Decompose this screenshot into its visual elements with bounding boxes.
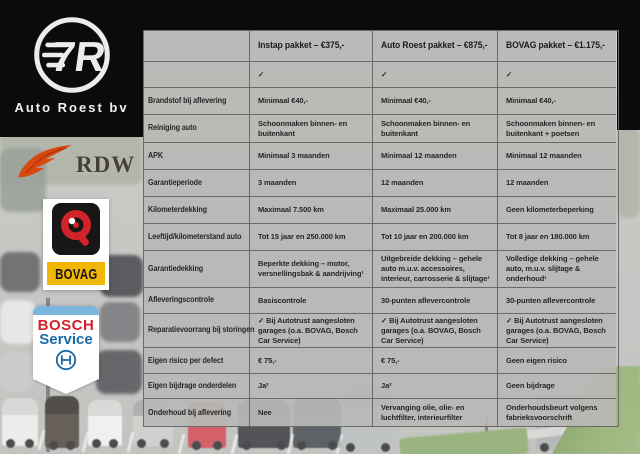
package-comparison-table — [143, 30, 619, 427]
cell-value: ✓ Bij Autotrust aangesloten garages (o.a. BOVAG, Bosch Car Service) — [373, 314, 498, 348]
row-label: Onderhoud bij aflevering — [144, 399, 250, 426]
bovag-logo — [43, 199, 109, 290]
cell-value: ✓ — [250, 62, 373, 88]
cell-value: 30-punten aflevercontrole — [373, 288, 498, 314]
bovag-wordmark: BOVAG — [54, 264, 98, 283]
bosch-blue-strip — [33, 306, 99, 315]
bosch-wordmark: BOSCH — [37, 317, 95, 334]
bosch-card — [33, 306, 99, 379]
bosch-service-wordmark: Service — [39, 331, 93, 348]
svg-text:7R: 7R — [47, 33, 109, 80]
cell-value: Minimaal 12 maanden — [373, 143, 498, 170]
cell-value: Geen bijdrage — [498, 374, 616, 399]
row-label: Eigen bijdrage onderdelen — [144, 374, 250, 399]
cell-value: ✓ — [373, 62, 498, 88]
rdw-logo — [16, 142, 138, 188]
cell-value: Beperkte dekking – motor, versnellingsbak & aandrijving¹ — [250, 251, 373, 288]
auto-roest-monogram-icon — [0, 13, 143, 102]
bovag-emblem-icon — [47, 203, 105, 260]
cell-value: Tot 15 jaar en 250.000 km — [250, 224, 373, 251]
table-row — [144, 88, 618, 115]
row-label: Garantieperiode — [144, 170, 250, 197]
cell-value: ✓ — [498, 62, 616, 88]
cell-value: Maximaal 25.000 km — [373, 197, 498, 224]
cell-value: Volledige dekking – gehele auto, m.u.v. slijtage & onderhoud¹ — [498, 251, 616, 288]
table-row — [144, 314, 618, 348]
column-header-empty — [144, 31, 250, 62]
cell-value: Onderhoudsbeurt volgens fabrieksvoorschrift — [498, 399, 616, 426]
rdw-wordmark: RDW — [76, 152, 136, 177]
row-label — [144, 62, 250, 88]
cell-value: Minimaal €40,- — [250, 88, 373, 115]
cell-value: Schoonmaken binnen- en buitenkant + poetsen — [498, 115, 616, 143]
cell-value: Nee — [250, 399, 373, 426]
cell-value: ✓ Bij Autotrust aangesloten garages (o.a. BOVAG, Bosch Car Service) — [498, 314, 616, 348]
cell-value: 12 maanden — [498, 170, 616, 197]
cell-value: Minimaal 3 maanden — [250, 143, 373, 170]
cell-value: 12 maanden — [373, 170, 498, 197]
cell-value: Minimaal 12 maanden — [498, 143, 616, 170]
row-label: Reparatievoorrang bij storingen — [144, 314, 250, 348]
table-row — [144, 288, 618, 314]
row-label: Leeftijd/kilometerstand auto — [144, 224, 250, 251]
row-label: Reiniging auto — [144, 115, 250, 143]
auto-roest-logo — [0, 0, 143, 137]
row-label: Brandstof bij aflevering — [144, 88, 250, 115]
bosch-armature-icon — [54, 359, 78, 376]
cell-value: Ja² — [373, 374, 498, 399]
table-row — [144, 143, 618, 170]
table-row — [144, 374, 618, 399]
cell-value: Minimaal €40,- — [373, 88, 498, 115]
cell-value: Geen eigen risico — [498, 348, 616, 374]
table-row — [144, 348, 618, 374]
cell-value: € 75,- — [250, 348, 373, 374]
table-row — [144, 251, 618, 288]
bovag-yellow-band — [47, 262, 105, 285]
row-label: Kilometerdekking — [144, 197, 250, 224]
row-label: Garantiedekking — [144, 251, 250, 288]
cell-value: Uitgebreide dekking – gehele auto m.u.v. accessoires, interieur, carrosserie & slijtage¹ — [373, 251, 498, 288]
row-label: APK — [144, 143, 250, 170]
table-row — [144, 170, 618, 197]
table-header-row — [144, 31, 618, 62]
bosch-pointer — [33, 379, 99, 394]
column-header-bovag: BOVAG pakket – €1.175,- — [498, 31, 616, 62]
cell-value: ✓ Bij Autotrust aangesloten garages (o.a. BOVAG, Bosch Car Service) — [250, 314, 373, 348]
cell-value: Maximaal 7.500 km — [250, 197, 373, 224]
column-header-instap: Instap pakket – €375,- — [250, 31, 373, 62]
table-row — [144, 224, 618, 251]
bosch-service-logo — [33, 306, 99, 394]
brand-name: Auto Roest bv — [14, 100, 129, 115]
table-row — [144, 115, 618, 143]
table-row — [144, 62, 618, 88]
rdw-feather-icon — [16, 143, 74, 188]
cell-value: Ja² — [250, 374, 373, 399]
cell-value: Tot 10 jaar en 200.000 km — [373, 224, 498, 251]
cell-value: Schoonmaken binnen- en buitenkant — [250, 115, 373, 143]
cell-value: Vervanging olie, olie- en luchtfilter, interieurfilter — [373, 399, 498, 426]
cell-value: Geen kilometerbeperking — [498, 197, 616, 224]
cell-value: 3 maanden — [250, 170, 373, 197]
table-row — [144, 197, 618, 224]
row-label: Eigen risico per defect — [144, 348, 250, 374]
column-header-auto-roest: Auto Roest pakket – €875,- — [373, 31, 498, 62]
cell-value: € 75,- — [373, 348, 498, 374]
right-black-band — [617, 0, 640, 130]
cell-value: Tot 8 jaar en 180.000 km — [498, 224, 616, 251]
row-label: Afleveringscontrole — [144, 288, 250, 314]
cell-value: Schoonmaken binnen- en buitenkant — [373, 115, 498, 143]
cell-value: 30-punten aflevercontrole — [498, 288, 616, 314]
cell-value: Basiscontrole — [250, 288, 373, 314]
table-row — [144, 399, 618, 426]
cell-value: Minimaal €40,- — [498, 88, 616, 115]
